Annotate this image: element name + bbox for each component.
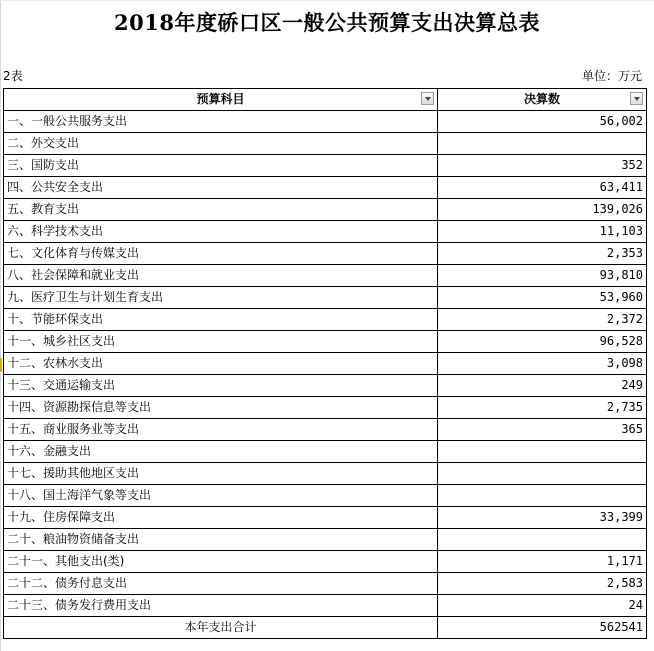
- total-name-cell[interactable]: 本年支出合计: [4, 617, 438, 639]
- table-row[interactable]: [4, 573, 647, 595]
- header-row: [4, 89, 647, 111]
- report-title: 2018年度硚口区一般公共预算支出决算总表: [114, 10, 540, 35]
- header-amount: [438, 89, 647, 111]
- table-row[interactable]: [4, 133, 647, 155]
- table-row[interactable]: [4, 199, 647, 221]
- row-value-cell[interactable]: 96,528: [438, 331, 647, 353]
- row-name-cell[interactable]: 十一、城乡社区支出: [4, 331, 438, 353]
- table-row[interactable]: [4, 463, 647, 485]
- row-name-cell[interactable]: 十五、商业服务业等支出: [4, 419, 438, 441]
- row-name-cell[interactable]: 六、科学技术支出: [4, 221, 438, 243]
- row-value-cell[interactable]: 365: [438, 419, 647, 441]
- table-row[interactable]: [4, 397, 647, 419]
- row-name-cell[interactable]: 二、外交支出: [4, 133, 438, 155]
- row-value-cell[interactable]: [438, 133, 647, 155]
- table-row[interactable]: [4, 243, 647, 265]
- row-value-cell[interactable]: 2,353: [438, 243, 647, 265]
- row-value-cell[interactable]: 2,583: [438, 573, 647, 595]
- table-row[interactable]: [4, 287, 647, 309]
- row-value-cell[interactable]: [438, 529, 647, 551]
- row-name-cell[interactable]: 九、医疗卫生与计划生育支出: [4, 287, 438, 309]
- sheet-top-edge: [0, 0, 654, 1]
- row-value-cell[interactable]: 139,026: [438, 199, 647, 221]
- filter-dropdown-icon[interactable]: [421, 92, 434, 105]
- row-name-cell[interactable]: 十七、援助其他地区支出: [4, 463, 438, 485]
- table-row[interactable]: [4, 595, 647, 617]
- row-name-cell[interactable]: 十六、金融支出: [4, 441, 438, 463]
- table-row[interactable]: [4, 485, 647, 507]
- table-row[interactable]: [4, 331, 647, 353]
- row-value-cell[interactable]: 2,372: [438, 309, 647, 331]
- row-name-cell[interactable]: 十九、住房保障支出: [4, 507, 438, 529]
- row-name-cell[interactable]: 十、节能环保支出: [4, 309, 438, 331]
- row-value-cell[interactable]: 3,098: [438, 353, 647, 375]
- row-name-cell[interactable]: 三、国防支出: [4, 155, 438, 177]
- table-row[interactable]: [4, 529, 647, 551]
- table-row[interactable]: [4, 221, 647, 243]
- row-name-cell[interactable]: 一、一般公共服务支出: [4, 111, 438, 133]
- header-item: [4, 89, 438, 111]
- row-value-cell[interactable]: 56,002: [438, 111, 647, 133]
- row-name-cell[interactable]: 八、社会保障和就业支出: [4, 265, 438, 287]
- table-row[interactable]: [4, 551, 647, 573]
- sheet-left-edge: [0, 0, 1, 651]
- table-body: [4, 111, 647, 639]
- row-value-cell[interactable]: 24: [438, 595, 647, 617]
- row-name-cell[interactable]: 二十一、其他支出(类): [4, 551, 438, 573]
- table-row[interactable]: [4, 309, 647, 331]
- row-name-cell[interactable]: 十二、农林水支出: [4, 353, 438, 375]
- row-name-cell[interactable]: 十八、国土海洋气象等支出: [4, 485, 438, 507]
- row-name-cell[interactable]: 二十三、债务发行费用支出: [4, 595, 438, 617]
- selected-row-marker: [0, 358, 2, 372]
- row-value-cell[interactable]: 63,411: [438, 177, 647, 199]
- row-name-cell[interactable]: 十四、资源勘探信息等支出: [4, 397, 438, 419]
- row-value-cell[interactable]: 33,399: [438, 507, 647, 529]
- sheet-label: 2表: [3, 69, 23, 83]
- unit-label: 单位：万元: [581, 69, 642, 83]
- row-name-cell[interactable]: 二十二、债务付息支出: [4, 573, 438, 595]
- table-row[interactable]: [4, 353, 647, 375]
- total-row[interactable]: [4, 617, 647, 639]
- row-value-cell[interactable]: 352: [438, 155, 647, 177]
- table-row[interactable]: [4, 375, 647, 397]
- row-value-cell[interactable]: 2,735: [438, 397, 647, 419]
- header-item-label: 预算科目: [196, 92, 245, 106]
- row-name-cell[interactable]: 十三、交通运输支出: [4, 375, 438, 397]
- row-name-cell[interactable]: 五、教育支出: [4, 199, 438, 221]
- row-value-cell[interactable]: [438, 441, 647, 463]
- row-name-cell[interactable]: 四、公共安全支出: [4, 177, 438, 199]
- row-value-cell[interactable]: [438, 463, 647, 485]
- table-row[interactable]: [4, 155, 647, 177]
- row-name-cell[interactable]: 二十、粮油物资储备支出: [4, 529, 438, 551]
- row-value-cell[interactable]: 11,103: [438, 221, 647, 243]
- row-name-cell[interactable]: 七、文化体育与传媒支出: [4, 243, 438, 265]
- table-row[interactable]: [4, 265, 647, 287]
- row-value-cell[interactable]: 1,171: [438, 551, 647, 573]
- total-value-cell[interactable]: 562541: [438, 617, 647, 639]
- filter-dropdown-icon[interactable]: [630, 92, 643, 105]
- table-row[interactable]: [4, 507, 647, 529]
- header-amount-label: 决算数: [523, 92, 560, 106]
- table-row[interactable]: [4, 441, 647, 463]
- row-value-cell[interactable]: 249: [438, 375, 647, 397]
- row-value-cell[interactable]: 53,960: [438, 287, 647, 309]
- table-row[interactable]: [4, 177, 647, 199]
- row-value-cell[interactable]: 93,810: [438, 265, 647, 287]
- budget-table: [3, 88, 647, 639]
- table-row[interactable]: [4, 419, 647, 441]
- row-value-cell[interactable]: [438, 485, 647, 507]
- table-row[interactable]: [4, 111, 647, 133]
